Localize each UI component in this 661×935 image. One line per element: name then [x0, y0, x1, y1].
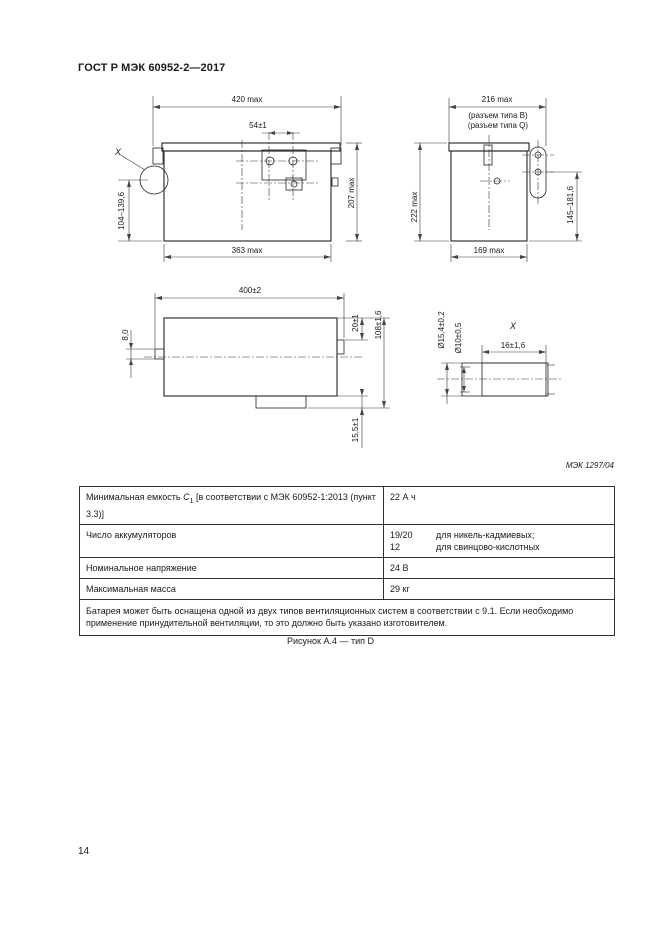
dim-detail-length: 16±1,6 — [500, 341, 526, 350]
dim-right-108: 108±1,6 — [374, 310, 383, 340]
table-note: Батарея может быть оснащена одной из двух типов вентиляционных систем в соответствии с 9.1. Если необходимо применение принудительной вентиляции, то это должно быть указано изготовителем. — [80, 599, 615, 635]
dim-bottom-15: 15,5±1 — [351, 417, 360, 443]
detail-marker: X — [115, 147, 122, 157]
front-view — [118, 96, 362, 262]
dim-height-left-top-left: 104–139,6 — [117, 192, 126, 230]
dim-base-top-left: 363 max — [231, 246, 263, 255]
dim-width-bottom-left: 400±2 — [238, 286, 262, 295]
table-row — [80, 599, 615, 635]
table-row — [80, 524, 615, 557]
table-row — [80, 557, 615, 578]
dim-left-bottom-left: 8,0 — [121, 329, 130, 341]
dim-width-top-left: 420 max — [231, 95, 263, 104]
row-label: Максимальная масса — [80, 578, 384, 599]
dim-width-top-right: 216 max — [481, 95, 513, 104]
dim-outer-diameter: Ø15,4±0,2 — [437, 311, 446, 349]
row-value: 19/20 для никель-кадмиевых; 12 для свинцово-кислотных — [384, 524, 615, 557]
dim-inner-diameter: Ø10±0,5 — [454, 322, 463, 354]
row-label: Минимальная емкость $C_1$ [в соответствии с МЭК 60952-1:2013 (пункт 3.3)] — [80, 487, 384, 525]
dim-height-right-top-right: 145–181,6 — [566, 186, 575, 224]
page-number: 14 — [78, 846, 90, 857]
dim-height-left-top-right: 222 max — [410, 191, 419, 223]
row-label: Номинальное напряжение — [80, 557, 384, 578]
spec-table — [79, 486, 615, 636]
row-value: 22 А ч — [384, 487, 615, 525]
row-value: 24 В — [384, 557, 615, 578]
row-label: Число аккумуляторов — [80, 524, 384, 557]
figure-caption: Рисунок А.4 — тип D — [287, 636, 374, 646]
dim-right-20: 20±1 — [351, 314, 360, 332]
connector-note-b: (разъем типа B) — [468, 111, 528, 120]
dim-height-right-top-left: 207 max — [347, 177, 356, 209]
table-row — [80, 487, 615, 525]
connector-note-q: (разъем типа Q) — [467, 121, 529, 130]
figure-reference: МЭК 1297/04 — [565, 461, 614, 470]
document-header: ГОСТ Р МЭК 60952-2—2017 — [78, 62, 226, 74]
dim-spacing: 54±1 — [249, 121, 267, 130]
detail-label: X — [509, 321, 517, 331]
row-value: 29 кг — [384, 578, 615, 599]
dim-base-top-right: 169 max — [473, 246, 505, 255]
table-row — [80, 578, 615, 599]
